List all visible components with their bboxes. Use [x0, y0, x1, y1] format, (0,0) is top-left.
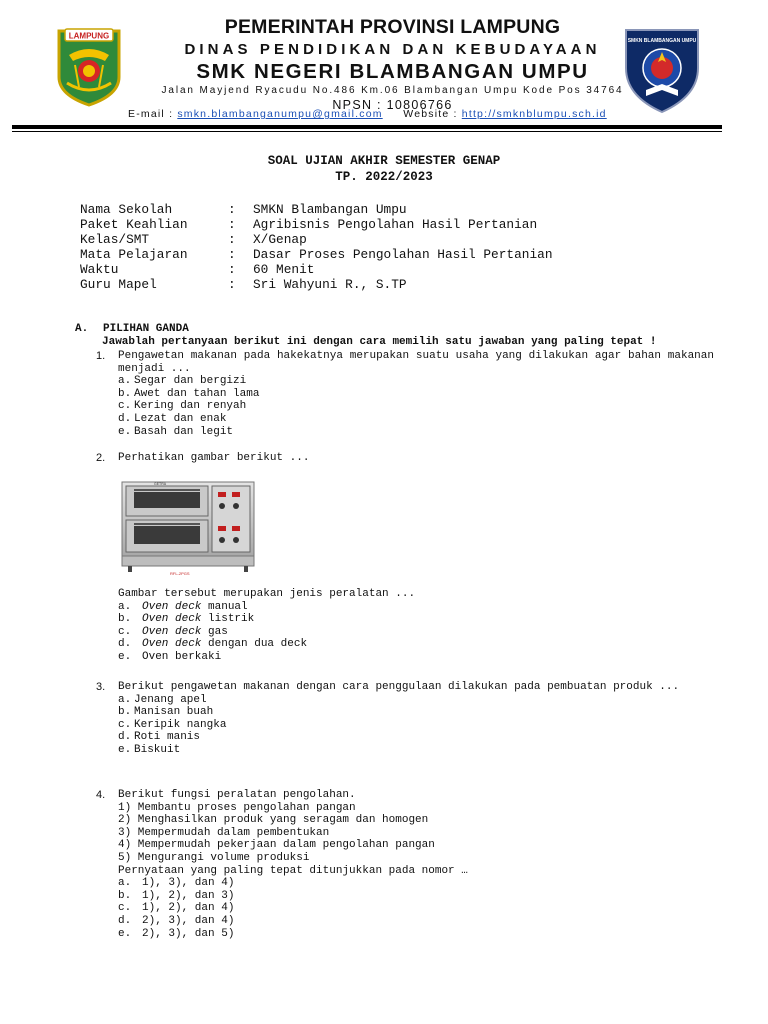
- option-key: d.: [118, 914, 132, 927]
- option-text: 2), 3), dan 5): [142, 927, 235, 940]
- left-logo-text: LAMPUNG: [68, 31, 110, 41]
- option-text: manual: [201, 600, 248, 613]
- option-text: Manisan buah: [134, 706, 214, 719]
- option-key: b.: [118, 613, 132, 626]
- info-row: [80, 262, 553, 277]
- question-text: Pengawetan makanan pada hakekatnya merupakan suatu usaha yang dilakukan agar bahan makanan menjadi ...: [118, 350, 714, 375]
- option-text: listrik: [201, 613, 255, 626]
- option-text: Kering dan renyah: [134, 400, 247, 413]
- question-1: [118, 350, 714, 438]
- section-instruction: Jawablah pertanyaan berikut ini dengan cara memilih satu jawaban yang paling tepat !: [102, 336, 657, 348]
- option[interactable]: [118, 744, 714, 757]
- option-key: e.: [118, 743, 132, 756]
- info-label: Nama Sekolah: [80, 202, 173, 217]
- info-label: Kelas/SMT: [80, 232, 150, 247]
- letterhead: [120, 14, 665, 112]
- school-logo: [620, 24, 704, 114]
- info-value: 60 Menit: [253, 262, 315, 277]
- info-value: SMKN Blambangan Umpu: [253, 202, 407, 217]
- option[interactable]: [118, 706, 714, 719]
- option[interactable]: [118, 400, 714, 413]
- option-key: d.: [118, 638, 132, 651]
- option-key: a.: [118, 693, 132, 706]
- option[interactable]: [118, 902, 714, 915]
- option-key: a.: [118, 600, 132, 613]
- school-address: Jalan Mayjend Ryacudu No.486 Km.06 Blambangan Umpu Kode Pos 34764: [161, 85, 624, 96]
- option-key: b.: [118, 387, 132, 400]
- info-label: Paket Keahlian: [80, 217, 188, 232]
- question-3: [118, 681, 714, 757]
- option-key: a.: [118, 877, 132, 890]
- option[interactable]: [118, 375, 714, 388]
- option[interactable]: [118, 613, 714, 626]
- info-row: [80, 217, 553, 232]
- option-text: gas: [201, 625, 228, 638]
- section-title: PILIHAN GANDA: [103, 323, 189, 335]
- exam-title: SOAL UJIAN AKHIR SEMESTER GENAP: [267, 154, 501, 168]
- info-colon: :: [228, 232, 236, 247]
- option-italic-text: Oven deck: [142, 638, 202, 651]
- statement: 3) Mempermudah dalam pembentukan: [118, 826, 330, 839]
- website-label: Website :: [403, 108, 462, 120]
- option-key: c.: [118, 718, 132, 731]
- info-row: [80, 277, 553, 292]
- question-number: 4.: [96, 789, 106, 801]
- info-row: [80, 202, 553, 217]
- option-key: d.: [118, 731, 132, 744]
- option-key: c.: [118, 400, 132, 413]
- option-text: 2), 3), dan 4): [142, 914, 235, 927]
- section-number: A.: [75, 323, 89, 335]
- option[interactable]: [118, 426, 714, 439]
- option-text: Basah dan legit: [134, 425, 234, 438]
- question-number: 3.: [96, 681, 106, 693]
- info-value: X/Genap: [253, 232, 307, 247]
- lampung-province-logo: [55, 25, 123, 107]
- oven-brand: GETRA: [154, 482, 167, 486]
- option[interactable]: [118, 601, 714, 614]
- option-key: e.: [118, 650, 132, 663]
- question-prompt: Pernyataan yang paling tepat ditunjukkan pada nomor …: [118, 864, 468, 877]
- info-label: Waktu: [80, 262, 119, 277]
- info-row: [80, 247, 553, 262]
- deck-oven-image: [118, 478, 258, 578]
- info-colon: :: [228, 202, 236, 217]
- option[interactable]: [118, 719, 714, 732]
- option-text: Awet dan tahan lama: [134, 387, 260, 400]
- department-name: DINAS PENDIDIKAN DAN KEBUDAYAAN: [184, 41, 601, 58]
- statement: 5) Mengurangi volume produksi: [118, 851, 310, 864]
- question-text: Berikut pengawetan makanan dengan cara penggulaan dilakukan pada pembuatan produk ...: [118, 681, 680, 693]
- option[interactable]: [118, 731, 714, 744]
- email-label: E-mail :: [128, 108, 178, 120]
- option-italic-text: Oven deck: [142, 600, 202, 613]
- option-italic-text: Oven deck: [142, 625, 202, 638]
- option[interactable]: [118, 877, 714, 890]
- option-text: Oven berkaki: [142, 650, 222, 663]
- exam-info: [80, 202, 553, 292]
- info-label: Mata Pelajaran: [80, 247, 188, 262]
- info-colon: :: [228, 217, 236, 232]
- option-text: 1), 2), dan 3): [142, 889, 235, 902]
- option-key: e.: [118, 927, 132, 940]
- option-text: Lezat dan enak: [134, 412, 227, 425]
- option[interactable]: [118, 388, 714, 401]
- option[interactable]: [118, 651, 714, 664]
- option-text: 1), 3), dan 4): [142, 877, 235, 890]
- question-text: Berikut fungsi peralatan pengolahan.: [118, 789, 356, 801]
- option[interactable]: [118, 928, 714, 941]
- question-number: 1.: [96, 350, 106, 362]
- government-name: PEMERINTAH PROVINSI LAMPUNG: [224, 16, 561, 38]
- option-text: Biskuit: [134, 743, 181, 756]
- exam-year: TP. 2022/2023: [335, 170, 433, 184]
- school-name: SMK NEGERI BLAMBANGAN UMPU: [196, 60, 589, 83]
- question-4: [118, 789, 714, 940]
- option[interactable]: [118, 626, 714, 639]
- info-colon: :: [228, 277, 236, 292]
- option-text: dengan dua deck: [201, 638, 308, 651]
- option-text: Keripik nangka: [134, 718, 227, 731]
- question-number: 2.: [96, 452, 106, 464]
- info-colon: :: [228, 247, 236, 262]
- right-logo-text: SMKN BLAMBANGAN UMPU: [627, 38, 697, 44]
- statement: 2) Menghasilkan produk yang seragam dan homogen: [118, 814, 429, 827]
- question-2: [118, 588, 714, 664]
- option-key: b.: [118, 889, 132, 902]
- option[interactable]: [118, 915, 714, 928]
- info-value: Sri Wahyuni R., S.TP: [253, 277, 407, 292]
- statement: 1) Membantu proses pengolahan pangan: [118, 801, 356, 814]
- option[interactable]: [118, 413, 714, 426]
- header-rule-thin: [12, 131, 722, 132]
- option-key: e.: [118, 425, 132, 438]
- school-npsn: NPSN : 10806766: [332, 98, 453, 112]
- option[interactable]: [118, 694, 714, 707]
- option[interactable]: [118, 890, 714, 903]
- info-colon: :: [228, 262, 236, 277]
- question-2-text: Perhatikan gambar berikut ...: [118, 452, 310, 464]
- oven-model-label: RFL-2PGS: [170, 571, 190, 576]
- option-key: c.: [118, 902, 132, 915]
- info-row: [80, 232, 553, 247]
- option-key: a.: [118, 375, 132, 388]
- option-text: Roti manis: [134, 731, 201, 744]
- header-rule-thick: [12, 125, 722, 129]
- question-text: Gambar tersebut merupakan jenis peralatan ...: [118, 588, 416, 600]
- option-italic-text: Oven deck: [142, 613, 202, 626]
- option-text: Jenang apel: [134, 693, 207, 706]
- option-text: 1), 2), dan 4): [142, 902, 235, 915]
- info-value: Agribisnis Pengolahan Hasil Pertanian: [253, 217, 538, 232]
- option-text: Segar dan bergizi: [134, 375, 247, 388]
- option-key: c.: [118, 625, 132, 638]
- info-value: Dasar Proses Pengolahan Hasil Pertanian: [253, 247, 553, 262]
- option[interactable]: [118, 638, 714, 651]
- website-link[interactable]: http://smknblumpu.sch.id: [461, 108, 607, 120]
- info-label: Guru Mapel: [80, 277, 157, 292]
- option-key: d.: [118, 412, 132, 425]
- statement: 4) Mempermudah pekerjaan dalam pengolahan pangan: [118, 839, 435, 852]
- email-link[interactable]: smkn.blambanganumpu@gmail.com: [177, 108, 383, 120]
- option-key: b.: [118, 706, 132, 719]
- section-heading: [75, 323, 189, 336]
- contact-line: [128, 108, 668, 120]
